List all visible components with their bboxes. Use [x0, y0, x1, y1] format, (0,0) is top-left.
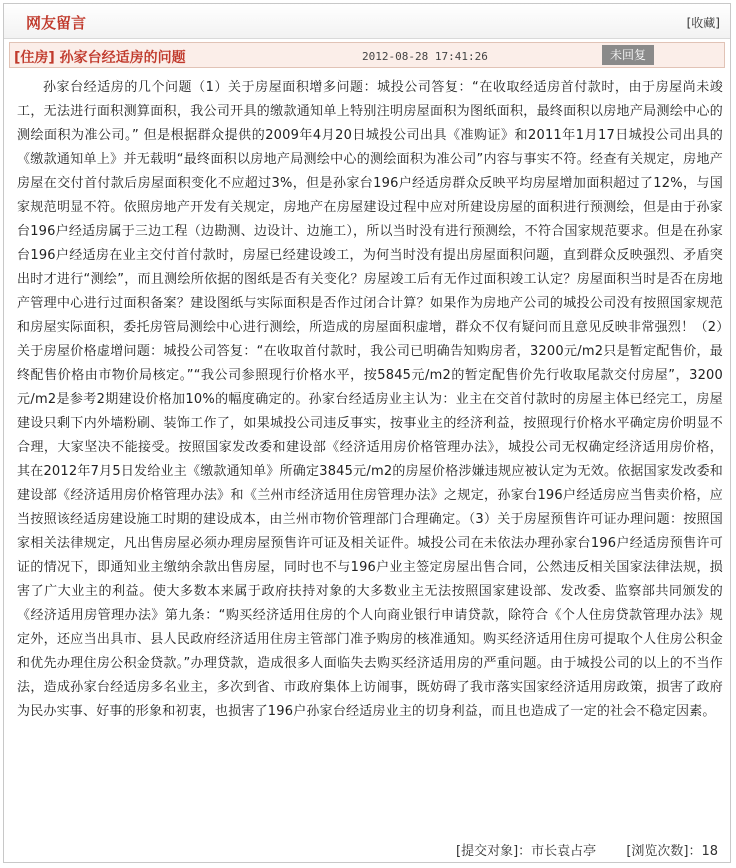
- post-body: 孙家台经适房的几个问题（1）关于房屋面积增多问题：城投公司答复：“在收取经适房首付款时，由于房屋尚未竣工，无法进行面积测算面积，我公司开具的缴款通知单上特别注明房屋面积为图纸面积，最终面积以房地产局测绘中心的测绘面积为准公司。” 但是根据群众提供的2009年4月20日城投公司出具《准购证》和2011年1月17日城投公司出具的《缴款通知单上》并无载明“最终面积以房地产局测绘中心的测绘面积为准公司”内容与事实不符。经查有关规定，房地产房屋在交付首付款后房屋面积变化不应超过3%，但是孙家台196户经适房群众反映平均房屋增加面积超过了12%，与国家规范明显不符。依照房地产开发有关规定，房地产在房屋建设过程中应对所建设房屋的面积进行预测绘，但是由于孙家台196户经适房属于三边工程（边勘测、边设计、边施工），所以当时没有进行预测绘，不符合国家规范要求。但是在孙家台196户经适房在业主交付首付款时，房屋已经建设竣工，为何当时没有提出房屋面积问题，直到群众反映强烈、矛盾突出时才进行“测绘”，而且测绘所依据的图纸是否有关变化？房屋竣工后有无作过面积竣工认定？房屋面积当时是否在房地产管理中心进行过面积备案？建设图纸与实际面积是否作过闭合计算？如果作为房地产公司的城投公司没有按照国家规范和房屋实际面积，委托房管局测绘中心进行测绘，所造成的房屋面积虚增，群众不仅有疑问而且意见反映非常强烈！（2）关于房屋价格虚增问题：城投公司答复：“在收取首付款时，我公司已明确告知购房者，3200元/m2只是暂定配售价，最终配售价格由市物价局核定。”“我公司参照现行价格水平，按5845元/m2的暂定配售价先行收取尾款交付房屋”，3200元/m2是参考2期建设价格加10%的幅度确定的。孙家台经适房业主认为：业主在交首付款时的房屋主体已经完工，房屋建设只剩下内外墙粉刷、装饰工作了，如果城投公司违反事实，按事业主的经济利益，按照现行价格水平确定房价明显不合理，大家坚决不能接受。按照国家发改委和建设部《经济适用房价格管理办法》，城投公司无权确定经济适用房价格，其在2012年7月5日发给业主《缴款通知单》所确定3845元/m2的房屋价格涉嫌违规应被认定为无效。依据国家发改委和建设部《经济适用房价格管理办法》和《兰州市经济适用住房管理办法》之规定，孙家台196户经适房应当售卖价格，应当按照该经适房建设施工时期的建设成本，由兰州市物价管理部门合理确定。（3）关于房屋预售许可证办理问题：按照国家相关法律规定，凡出售房屋必须办理房屋预售许可证及相关证件。城投公司在未依法办理孙家台196户经适房预售许可证的情况下，即通知业主缴纳余款出售房屋，同时也不与196户业主签定房屋出售合同，公然违反相关国家法律法规，损害了广大业主的利益。使大多数本来属于政府扶持对象的大多数业主无法按照国家建设部、发改委、监察部共同颁发的《经济适用房管理办法》第九条：“购买经济适用住房的个人向商业银行申请贷款，除符合《个人住房贷款管理办法》规定外，还应当出具市、县人民政府经济适用住房主管部门准予购房的核准通知。购买经济适用住房可提取个人住房公积金和优先办理住房公积金贷款。”办理贷款，造成很多人面临失去购买经济适用房的严重问题。由于城投公司的以上的不当作法，造成孙家台经适房多名业主，多次到省、市政府集体上访闹事，既妨碍了我市落实国家经济适用房政策，损害了政府为民办实事、好事的形象和初衷，也损害了196户孙家台经适房业主的切身利益，而且也造成了一定的社会不稳定因素。: [17, 80, 723, 719]
- favorite-link[interactable]: [收藏]: [686, 16, 720, 30]
- post-header: [9, 42, 725, 68]
- post-footer: [430, 840, 718, 859]
- panel-title: 网友留言: [26, 14, 87, 32]
- view-count: [浏览次数]：18: [626, 844, 718, 859]
- post-subject[interactable]: [住房] 孙家台经适房的问题: [14, 50, 186, 66]
- post-time: 2012-08-28 17:41:26: [362, 50, 488, 63]
- message-panel: [3, 3, 731, 863]
- panel-title-bar: [4, 4, 730, 39]
- submit-target: [提交对象]：市长袁占亭: [456, 844, 597, 859]
- status-badge: 未回复: [602, 45, 654, 65]
